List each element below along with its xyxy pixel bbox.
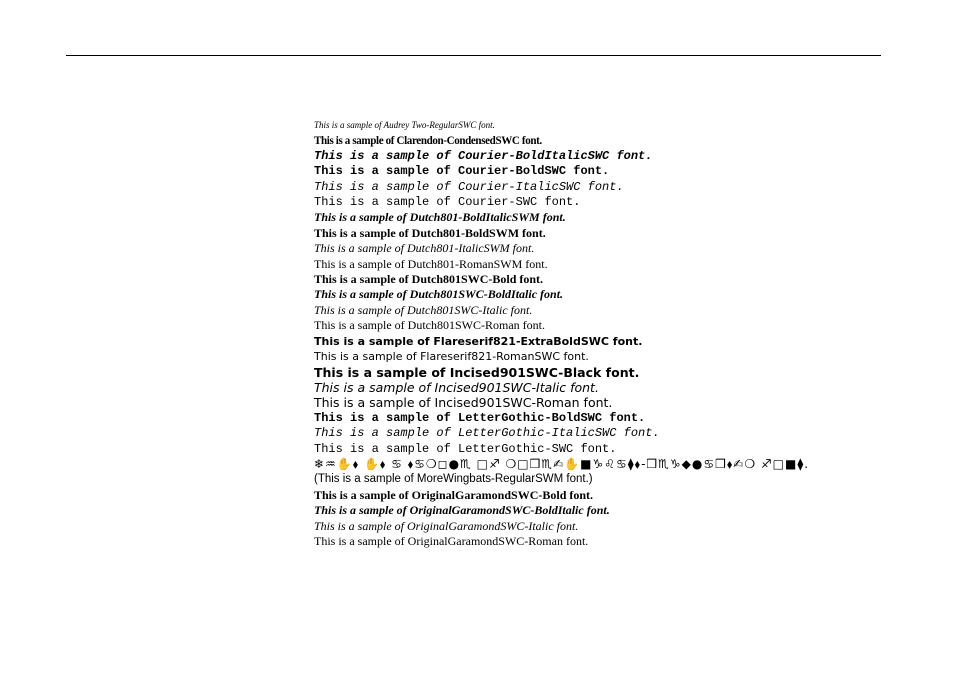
- sample-lettergothic: This is a sample of LetterGothic-SWC font.: [314, 441, 617, 456]
- sample-flareserif-roman: This is a sample of Flareserif821-RomanSWC font.: [314, 350, 589, 364]
- sample-dutch801-bold-swm: This is a sample of Dutch801-BoldSWM font.: [314, 225, 546, 240]
- sample-dutch801-bold-swc: This is a sample of Dutch801SWC-Bold font.: [314, 272, 544, 287]
- sample-dutch801-italic-swm: This is a sample of Dutch801-ItalicSWM font.: [314, 241, 535, 256]
- sample-incised-roman: This is a sample of Incised901SWC-Roman font.: [314, 395, 613, 411]
- sample-courier-italic: This is a sample of Courier-ItalicSWC font.: [314, 179, 624, 194]
- sample-incised-italic: This is a sample of Incised901SWC-Italic font.: [314, 379, 599, 395]
- sample-incised-black: This is a sample of Incised901SWC-Black font.: [314, 364, 640, 380]
- font-sample-list: [314, 118, 914, 549]
- sample-garamond-bold: This is a sample of OriginalGaramondSWC-Bold font.: [314, 487, 594, 502]
- sample-courier: This is a sample of Courier-SWC font.: [314, 195, 581, 210]
- sample-dutch801-bold-italic-swc: This is a sample of Dutch801SWC-BoldItalic font.: [314, 287, 564, 302]
- sample-dutch801-roman-swm: This is a sample of Dutch801-RomanSWM font.: [314, 256, 548, 271]
- sample-courier-bold: This is a sample of Courier-BoldSWC font.: [314, 164, 610, 179]
- sample-audrey-two: This is a sample of Audrey Two-RegularSWC font.: [314, 120, 495, 130]
- sample-garamond-bold-italic: This is a sample of OriginalGaramondSWC-BoldItalic font.: [314, 503, 610, 518]
- sample-morewingbats-glyphs: ❄♒✋⬧ ✋⬧ ♋ ⬧♋❍◻●♏ □♐ ❍□❒♏✍✋■♑♌♋⧫⬧-❒♏♑◆●♋❒⬧✍❍ ♐□■⧫.: [314, 456, 810, 471]
- sample-garamond-roman: This is a sample of OriginalGaramondSWC-Roman font.: [314, 533, 589, 548]
- sample-dutch801-italic-swc: This is a sample of Dutch801SWC-Italic font.: [314, 302, 533, 317]
- sample-lettergothic-italic: This is a sample of LetterGothic-ItalicSWC font.: [314, 426, 660, 441]
- header-rule: [66, 55, 881, 56]
- sample-morewingbats-caption: (This is a sample of MoreWingbats-RegularSWM font.): [314, 473, 593, 486]
- sample-clarendon-condensed: This is a sample of Clarendon-CondensedSWC font.: [314, 133, 542, 148]
- sample-courier-bold-italic: This is a sample of Courier-BoldItalicSWC font.: [314, 148, 653, 163]
- sample-garamond-italic: This is a sample of OriginalGaramondSWC-Italic font.: [314, 518, 579, 533]
- sample-flareserif-extrabold: This is a sample of Flareserif821-ExtraBoldSWC font.: [314, 334, 643, 348]
- sample-dutch801-roman-swc: This is a sample of Dutch801SWC-Roman font.: [314, 318, 545, 333]
- sample-lettergothic-bold: This is a sample of LetterGothic-BoldSWC font.: [314, 410, 646, 425]
- sample-dutch801-bold-italic-swm: This is a sample of Dutch801-BoldItalicSWM font.: [314, 210, 566, 225]
